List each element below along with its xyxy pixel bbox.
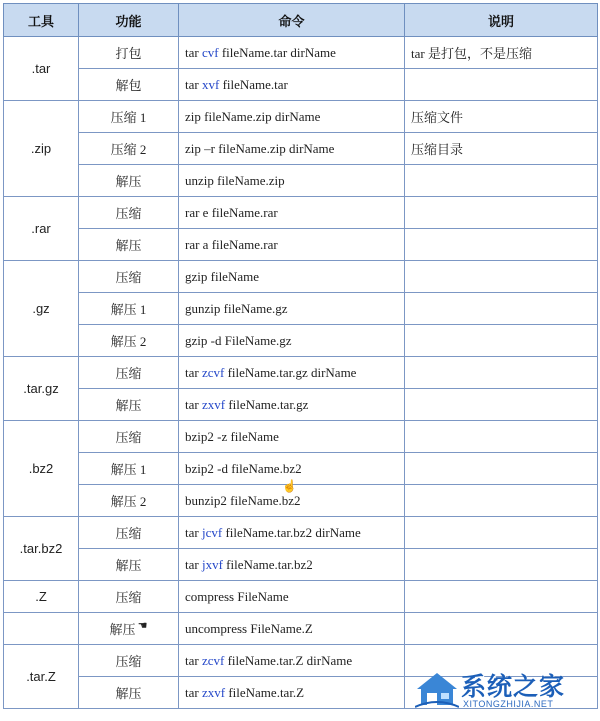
header-function: 功能 (79, 4, 179, 37)
header-note: 说明 (405, 4, 598, 37)
command-args: fileName.tar.bz2 dirName (222, 524, 361, 540)
table-row (4, 325, 598, 357)
table-row (4, 517, 598, 549)
note-cell (405, 293, 598, 325)
function-cell: 压缩 (79, 357, 179, 389)
note-cell: tar 是打包，不是压缩 (405, 37, 598, 69)
function-cell: 解压 (79, 389, 179, 421)
table-row (4, 357, 598, 389)
note-cell (405, 389, 598, 421)
watermark-text: 系统之家 (461, 673, 566, 701)
function-cell (79, 613, 179, 645)
function-cell: 解压 1 (79, 293, 179, 325)
note-cell (405, 229, 598, 261)
tool-cell: .bz2 (4, 421, 79, 517)
tool-cell (4, 613, 79, 645)
table-row (4, 101, 598, 133)
table-row (4, 69, 598, 101)
command-cell (179, 37, 405, 69)
command-flag: xvf (201, 76, 220, 92)
note-cell (405, 549, 598, 581)
note-cell (405, 165, 598, 197)
note-cell (405, 581, 598, 613)
function-cell: 压缩 2 (79, 133, 179, 165)
command-cell (179, 517, 405, 549)
tool-cell: .tar.gz (4, 357, 79, 421)
header-tool: 工具 (4, 4, 79, 37)
function-cell: 解压 (79, 549, 179, 581)
watermark-url: XITONGZHIJIA.NET (463, 699, 554, 709)
command-flag: zxvf (201, 684, 226, 700)
command-args: fileName.tar dirName (218, 44, 336, 60)
function-cell: 压缩 (79, 197, 179, 229)
command-flag: cvf (201, 44, 219, 60)
function-label: 解压 (109, 622, 136, 637)
table-row (4, 421, 598, 453)
tool-cell: .Z (4, 581, 79, 613)
command-text: tar (185, 76, 202, 92)
note-cell (405, 357, 598, 389)
tool-cell: .rar (4, 197, 79, 261)
table-row (4, 293, 598, 325)
compression-commands-table (3, 3, 598, 709)
function-cell: 压缩 (79, 645, 179, 677)
command-args: fileName.tar.gz dirName (224, 364, 357, 380)
note-cell (405, 197, 598, 229)
tool-cell: .tar (4, 37, 79, 101)
note-cell (405, 453, 598, 485)
note-cell: 压缩目录 (405, 133, 598, 165)
house-logo-icon (415, 669, 459, 709)
function-cell: 打包 (79, 37, 179, 69)
note-cell (405, 485, 598, 517)
command-cell (179, 69, 405, 101)
note-cell (405, 517, 598, 549)
function-cell: 解压 1 (79, 453, 179, 485)
note-cell (405, 261, 598, 293)
watermark (411, 663, 596, 719)
tool-cell: .zip (4, 101, 79, 197)
table-row (4, 549, 598, 581)
note-cell: 压缩文件 (405, 101, 598, 133)
function-cell: 解压 (79, 165, 179, 197)
hand-cursor-icon: ☚ (137, 620, 148, 632)
text-cursor-icon: ☝ (282, 479, 297, 493)
command-cell: gzip fileName (179, 261, 405, 293)
command-text: tar (185, 396, 202, 412)
command-cell: rar e fileName.rar (179, 197, 405, 229)
tool-cell: .tar.Z (4, 645, 79, 709)
table-row (4, 485, 598, 517)
command-cell: unzip fileName.zip (179, 165, 405, 197)
function-cell: 压缩 1 (79, 101, 179, 133)
command-cell (179, 677, 405, 709)
header-command: 命令 (179, 4, 405, 37)
command-cell (179, 549, 405, 581)
command-args: fileName.tar (219, 76, 288, 92)
command-cell: compress FileName (179, 581, 405, 613)
command-cell: zip –r fileName.zip dirName (179, 133, 405, 165)
command-cell: bzip2 -d fileName.bz2 (179, 453, 405, 485)
function-cell: 解压 2 (79, 325, 179, 357)
table-row (4, 133, 598, 165)
command-text: tar (185, 364, 202, 380)
function-cell: 解包 (79, 69, 179, 101)
command-cell: rar a fileName.rar (179, 229, 405, 261)
command-flag: jxvf (201, 556, 223, 572)
function-cell: 解压 (79, 677, 179, 709)
command-args: fileName.tar.Z dirName (224, 652, 353, 668)
tool-cell: .gz (4, 261, 79, 357)
command-text: tar (185, 556, 202, 572)
table-row (4, 453, 598, 485)
command-cell: gzip -d FileName.gz (179, 325, 405, 357)
command-text: tar (185, 652, 202, 668)
command-args: fileName.tar.gz (225, 396, 309, 412)
table-row (4, 261, 598, 293)
command-cell: bunzip2 fileName.bz2 (179, 485, 405, 517)
command-text: tar (185, 44, 202, 60)
command-args: fileName.tar.bz2 (222, 556, 313, 572)
function-cell: 压缩 (79, 581, 179, 613)
command-flag: zcvf (201, 364, 225, 380)
command-cell: bzip2 -z fileName (179, 421, 405, 453)
header-row (4, 4, 598, 37)
command-cell: gunzip fileName.gz (179, 293, 405, 325)
command-cell: uncompress FileName.Z (179, 613, 405, 645)
table-row (4, 165, 598, 197)
table-row (4, 229, 598, 261)
table-row (4, 37, 598, 69)
note-cell (405, 69, 598, 101)
function-cell: 压缩 (79, 421, 179, 453)
command-flag: zxvf (201, 396, 226, 412)
command-flag: jcvf (201, 524, 223, 540)
function-cell: 解压 2 (79, 485, 179, 517)
table-row (4, 389, 598, 421)
command-text: tar (185, 524, 202, 540)
command-cell (179, 357, 405, 389)
function-cell: 解压 (79, 229, 179, 261)
note-cell (405, 421, 598, 453)
command-cell (179, 389, 405, 421)
table-row (4, 581, 598, 613)
command-cell: zip fileName.zip dirName (179, 101, 405, 133)
note-cell (405, 613, 598, 645)
note-cell (405, 325, 598, 357)
function-cell: 压缩 (79, 517, 179, 549)
tool-cell: .tar.bz2 (4, 517, 79, 581)
function-cell: 压缩 (79, 261, 179, 293)
table-row (4, 613, 598, 645)
command-args: fileName.tar.Z (225, 684, 305, 700)
table-row (4, 197, 598, 229)
command-flag: zcvf (201, 652, 225, 668)
command-cell (179, 645, 405, 677)
command-text: tar (185, 684, 202, 700)
